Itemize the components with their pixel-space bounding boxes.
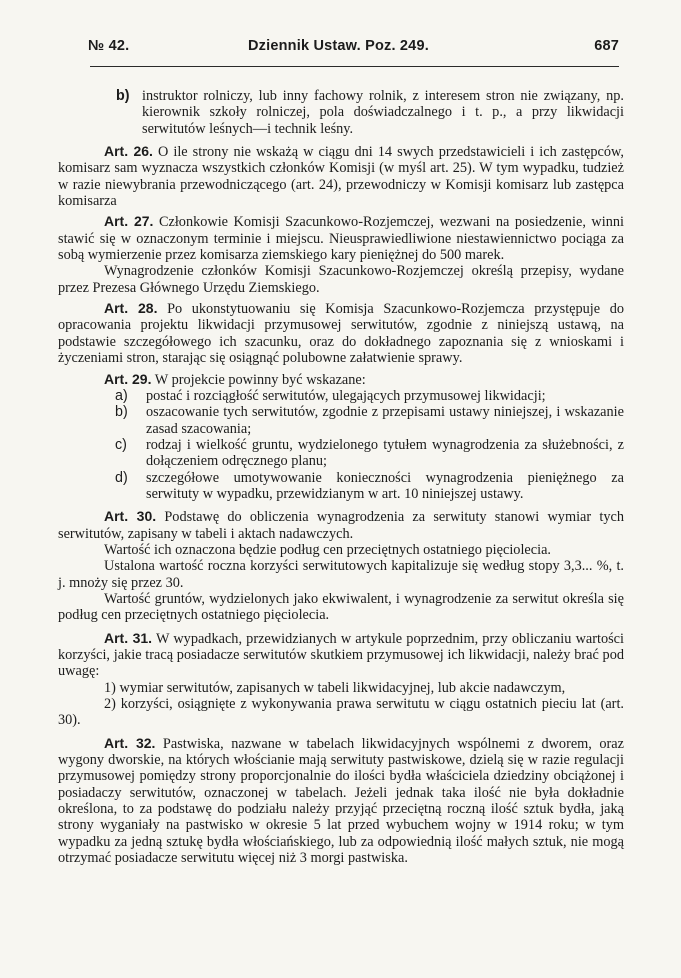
article-label: Art. 28. [104, 300, 158, 317]
article-29 [58, 371, 624, 388]
article-label: Art. 31. [104, 629, 153, 646]
issue-number: № 42. [88, 38, 130, 54]
article-30 [58, 508, 624, 542]
page-number: 687 [594, 38, 619, 54]
article-label: Art. 29. [104, 370, 152, 387]
article-label: Art. 32. [104, 734, 156, 751]
article-27-paragraph-2: Wynagrodzenie członków Komisji Szacunkowo-Rozjemczej określą przepisy, wydane przez Prezesa Głównego Urzędu Ziemskiego. [58, 263, 624, 296]
article-30-paragraph-4: Wartość gruntów, wydzielonych jako ekwiwalent, i wynagrodzenie za serwitut określa się podług cen przeciętnych ostatniego pięciolecia. [58, 590, 624, 624]
article-27 [58, 213, 624, 263]
article-text: Po ukonstytuowaniu się Komisja Szacunkowo-Rozjemcza przystępuje do opracowania projektu likwidacji przymusowej serwitutów, zgodnie z niniejszą ustawą, na podstawie szczegółowego ich szacunku, oraz do dokładnego zapoznania się z wnioskami i życzeniami stron, starając się osiągnąć polubowne załatwienie sprawy. [58, 301, 625, 367]
item-marker: d) [115, 469, 128, 486]
article-30-paragraph-3: Ustalona wartość roczna korzyści serwitutowych kapitalizuje się według stopy 3,3... %, t. j. mnoży się przez 30. [58, 558, 624, 591]
item-marker: c) [115, 436, 127, 453]
article-text: Pastwiska, nazwane w tabelach likwidacyjnych wspólnemi z dworem, oraz wygony dworskie, na których włościanie mają serwituty pastwiskowe, dzielą się w razie regulacji przymusowej pomiędzy strony proporcjonalnie do ilości bydła właściciela dziedziny obciążonej i posiadaczy serwitutów, oznaczonej w tabelach. Jeżeli jednak taka ilość nie była dokładnie określona, to za podstawę do podziału należy przyjąć przeciętną roczną ilość sztuk bydła, jaką strony wyganiały na pastwisko w okresie 5 lat przed wybuchem wojny w 1914 roku; w tym wypadku za jedną sztukę bydła włościańskiego, lub za odpowiednią ilość małych sztuk, nie mogą otrzymać posiadacze serwitutu więcej niż 3 morgi pastwiska. [58, 735, 624, 867]
list-item-a [58, 388, 624, 404]
article-text: Członkowie Komisji Szacunkowo-Rozjemczej, wezwani na posiedzenie, winni stawić się w oznaczonym terminie i miejscu. Nieusprawiedliwione niestawiennictwo pociąga za sobą wymierzenie przez komisarza ziemskiego kary pieniężnej do 500 marek. [58, 214, 625, 264]
article-text: O ile strony nie wskażą w ciągu dni 14 swych przedstawicieli i ich zastępców, komisarz sam wyznacza wszystkich członków Komisji (w myśl art. 25). W tym wypadku, tudzież w razie niewybrania przewodniczącego (art. 24), przewodniczy w Komisji komisarz lub zastępca komisarza [58, 144, 624, 210]
document-body [58, 88, 624, 866]
article-text: W projekcie powinny być wskazane: [154, 371, 366, 388]
article-28 [58, 300, 624, 366]
article-31-point-1: 1) wymiar serwitutów, zapisanych w tabeli likwidacyjnej, lub akcie nadawczym, [104, 679, 566, 696]
list-item-b [58, 88, 624, 137]
list-item-d [58, 470, 624, 503]
item-text: szczegółowe umotywowanie konieczności wynagrodzenia pieniężnego za serwituty w wypadku, przewidzianym w art. 10 niniejszej ustawy. [146, 469, 624, 502]
article-text: W wypadkach, przewidzianych w artykule poprzednim, przy obliczaniu wartości korzyści, jakie tracą posiadacze serwitutów skutkiem przymusowej ich likwidacji, należy brać pod uwagę: [58, 630, 624, 680]
article-32 [58, 735, 624, 867]
page-header [88, 38, 619, 60]
item-text: instruktor rolniczy, lub inny fachowy rolnik, z interesem stron nie związany, np. kierownik szkoły rolniczej, pola doświadczalnego i t. p., a przy likwidacji serwitutów leśnych—i technik leśny. [142, 88, 624, 137]
article-26 [58, 143, 624, 209]
item-text: rodzaj i wielkość gruntu, wydzielonego tytułem wynagrodzenia za służebności, z dołączeniem odręcznego planu; [146, 436, 624, 470]
item-text: postać i rozciągłość serwitutów, ulegających przymusowej likwidacji; [146, 387, 546, 404]
item-marker: a) [115, 387, 128, 404]
journal-title: Dziennik Ustaw. Poz. 249. [248, 38, 429, 54]
article-31-point-2: 2) korzyści, osiągnięte z wykonywania prawa serwitutu w ciągu ostatnich pieciu lat (art. 30). [58, 696, 624, 729]
article-text: Podstawę do obliczenia wynagrodzenia za serwituty stanowi wymiar tych serwitutów, zapisany w tabeli i aktach nadawczych. [58, 509, 625, 542]
list-item-c [58, 437, 624, 470]
article-label: Art. 30. [104, 508, 157, 525]
article-30-paragraph-2: Wartość ich oznaczona będzie podług cen przeciętnych ostatniego pięciolecia. [104, 541, 552, 558]
item-text: oszacowanie tych serwitutów, zgodnie z przepisami ustawy niniejszej, i wskazanie zasad szacowania; [146, 404, 624, 437]
item-marker: b) [116, 88, 130, 104]
article-label: Art. 26. [104, 143, 153, 160]
item-marker: b) [115, 404, 128, 421]
article-31 [58, 630, 624, 680]
list-item-b2 [58, 404, 624, 437]
article-label: Art. 27. [104, 213, 154, 230]
header-rule [90, 66, 619, 67]
